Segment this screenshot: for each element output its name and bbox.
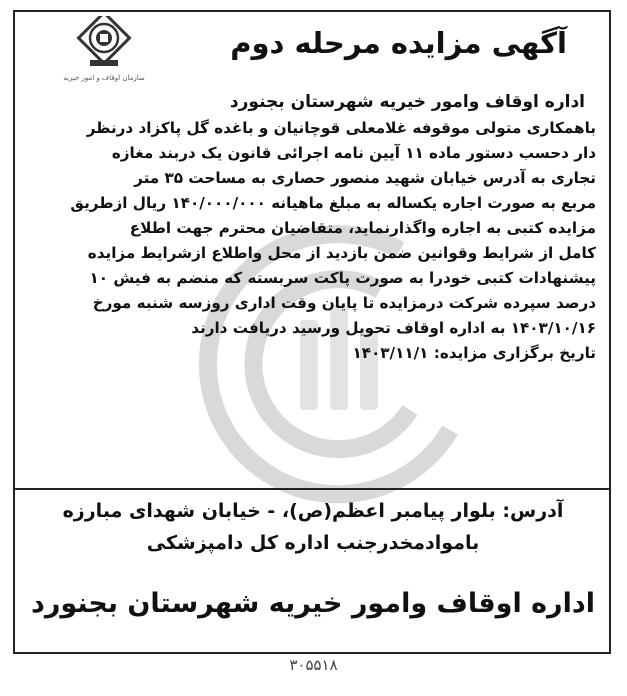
body-line: پیشنهادات کتبی خودرا به صورت پاکت سربسته که منضم به فیش ۱۰ (89, 269, 596, 287)
organization-logo (60, 16, 148, 90)
body-line: ۱۴۰۳/۱۰/۱۶ به اداره اوقاف تحویل ورسید دریافت دارند (191, 319, 596, 337)
address-line-2: باموادمخدرجنب اداره کل دامپزشکی (146, 532, 480, 554)
body-line: باهمکاری متولی موقوفه غلامعلی قوچانیان و باغده گل پاکزاد درنظر (86, 119, 596, 137)
body-line: مزایده کتبی به اجاره واگذارنماید، متقاضیان محترم جهت اطلاع (129, 219, 596, 237)
section-divider (15, 488, 609, 490)
body-line: درصد سپرده شرکت درمزایده تا پایان وقت اداری روزسه شنبه مورخ (92, 294, 596, 312)
advertisement-code: ۳۰۵۵۱۸ (289, 656, 338, 674)
footer-organization: اداره اوقاف وامور خیریه شهرستان بجنورد (31, 588, 595, 619)
body-line: مربع به صورت اجاره یکساله به مبلغ ماهیانه ۱۴۰/۰۰۰/۰۰۰ ریال ازطریق (70, 194, 596, 212)
auction-date-value: ۱۴۰۳/۱۱/۱ (352, 344, 429, 362)
auction-date-line (30, 341, 596, 366)
organization-name: اداره اوقاف وامور خیریه شهرستان بجنورد (229, 92, 585, 112)
address-line-1: آدرس: بلوار پیامبر اعظم(ص)، - خیابان شهدای مبارزه (62, 500, 564, 522)
logo-caption: سازمان اوقاف و امور خیریه (63, 74, 145, 82)
notice-title: آگهی مزایده مرحله دوم (230, 26, 567, 60)
notice-body (30, 116, 596, 366)
auction-date-label: تاریخ برگزاری مزایده: (433, 344, 596, 362)
body-line: دار دحسب دستور ماده ۱۱ آیین نامه اجرائی قانون یک دربند مغازه (111, 144, 596, 162)
body-line: تجاری به آدرس خیابان شهید منصور حصاری به مساحت ۳۵ متر (134, 169, 596, 187)
endowment-emblem-icon (60, 16, 148, 74)
body-line: کامل از شرایط وقوانین ضمن بازدید از محل واطلاع ازشرایط مزایده (87, 244, 596, 262)
